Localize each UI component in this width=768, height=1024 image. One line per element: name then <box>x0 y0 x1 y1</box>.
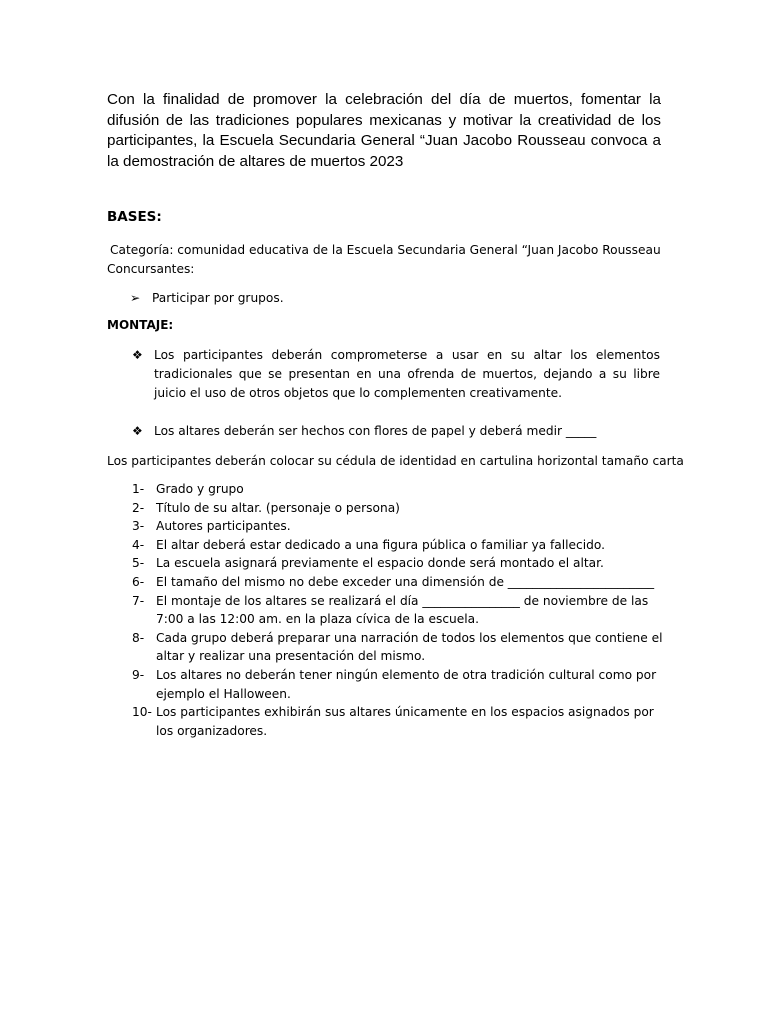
list-number: 6- <box>132 574 145 589</box>
list-item <box>132 703 672 740</box>
list-item <box>132 666 672 703</box>
concursantes-line: Concursantes: <box>107 262 195 276</box>
list-item <box>132 536 672 555</box>
montaje-item-text: Los participantes deberán comprometerse a usar en su altar los elementos tradicionales que se presentan en una ofrenda de muertos, dejando a su libre juicio el uso de otros objetos que lo complementen creativamente. <box>154 348 660 401</box>
list-item <box>132 480 672 499</box>
list-item <box>132 573 672 592</box>
arrow-item-text: Participar por grupos. <box>152 291 284 305</box>
list-item-text: El tamaño del mismo no debe exceder una dimensión de ________________________ <box>156 574 655 589</box>
montaje-item-text: Los altares deberán ser hechos con flores de papel y deberá medir _____ <box>154 424 597 438</box>
montaje-heading: MONTAJE: <box>107 318 174 332</box>
list-number: 8- <box>132 630 145 645</box>
diamond-bullet-icon: ❖ <box>132 424 143 438</box>
cedula-paragraph: Los participantes deberán colocar su cédula de identidad en cartulina horizontal tamaño carta <box>107 454 684 468</box>
list-item-text: Título de su altar. (personaje o persona) <box>156 500 400 515</box>
list-item-text: Los altares no deberán tener ningún elemento de otra tradición cultural como por ejemplo el Halloween. <box>156 667 657 701</box>
list-item-text: La escuela asignará previamente el espacio donde será montado el altar. <box>156 556 604 571</box>
montaje-item <box>132 422 660 441</box>
list-number: 4- <box>132 537 145 552</box>
list-number: 9- <box>132 667 145 682</box>
list-number: 3- <box>132 519 145 534</box>
list-item <box>132 629 672 666</box>
category-block <box>107 241 667 279</box>
list-item-text: Grado y grupo <box>156 482 244 496</box>
bases-heading: BASES: <box>107 209 162 225</box>
list-number: 2- <box>132 500 145 515</box>
list-item <box>132 517 672 536</box>
category-line: Categoría: comunidad educativa de la Escuela Secundaria General “Juan Jacobo Rousseau <box>110 243 661 257</box>
list-item-text: Los participantes exhibirán sus altares únicamente en los espacios asignados por los organizadores. <box>156 705 654 738</box>
list-item-text: El altar deberá estar dedicado a una figura pública o familiar ya fallecido. <box>156 537 605 552</box>
list-number: 5- <box>132 556 145 571</box>
diamond-bullet-icon: ❖ <box>132 348 143 362</box>
list-item <box>132 592 672 629</box>
montaje-item <box>132 346 660 404</box>
numbered-list <box>132 480 672 740</box>
list-number: 7- <box>132 593 145 608</box>
list-item-text: Cada grupo deberá preparar una narración de todos los elementos que contiene el altar y realizar una presentación del mismo. <box>156 630 663 664</box>
arrow-bullet-icon: ➢ <box>130 291 141 305</box>
arrow-list-item <box>130 289 284 308</box>
list-number: 10- <box>132 705 152 720</box>
list-item <box>132 554 672 573</box>
list-item-text: Autores participantes. <box>156 519 291 534</box>
list-item-text: El montaje de los altares se realizará el día ________________ de noviembre de las 7:00 a las 12:00 am. en la plaza cívica de la escuela. <box>156 593 649 627</box>
list-item <box>132 499 672 518</box>
intro-paragraph: Con la finalidad de promover la celebración del día de muertos, fomentar la difusión de las tradiciones populares mexicanas y motivar la creatividad de los participantes, la Escuela Secundaria General “Juan Jacobo Rousseau convoca a la demostración de altares de muertos 2023 <box>107 91 661 170</box>
list-number: 1- <box>132 482 145 496</box>
